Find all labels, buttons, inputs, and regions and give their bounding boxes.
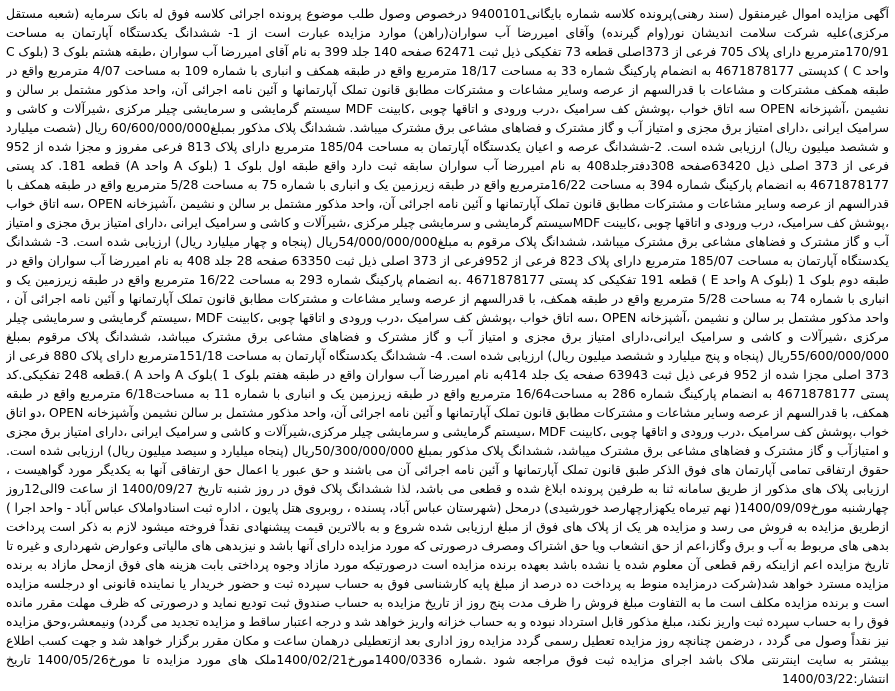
auction-notice — [6, 4, 889, 687]
notice-body-text: آگهی مزایده اموال غیرمنقول (سند رهنی)پرونده کلاسه شماره بایگانی9400101 درخصوص وصول طلب موضوع پرونده اجرائی کلاسه فوق له بانک سرمایه (شعبه مستقل مرکزی)علیه شرکت سلامت اندیشان نور(وام گیرنده) وآقای امیررضا آب سواران(راهن) موارد مزایده عبارت است از 1- ششدانگ یکدستگاه آپارتمان به مساحت 170/91مترمربع دارای پلاک 705 فرعی از 373اصلی قطعه 73 تفکیکی ذیل ثبت 62471 صفحه 140 جلد 399 به نام آقای امیررضا آب سواران ،طبقه هشتم بلوک 3 (بلوک C واحد C ) کدپستی 4671878177 به انضمام پارکینگ شماره 33 به مساحت 18/17 مترمربع واقع در طبقه همکف و انباری با شماره 109 به مساحت 4/07 مترمربع واقع در طبقه همکف مشترکات و مشاعات با قدرالسهم از عرصه وسایر مشاعات و مشترکات مطابق قانون تملک آپارتمانها و آئین نامه اجرائی آن، واحد مذکور مشتمل بر سالن و نشیمن ،آشپزخانه OPEN سه اتاق خواب ،پوشش کف سرامیک ،درب ورودی و اتاقها چوبی ،کابینت MDF سیستم گرمایشی و سرمایشی چیلر مرکزی ،شیرآلات و کاشی و سرامیک ایرانی ،دارای امتیاز برق مجزی و امتیاز آب و گاز مشترک و فضاهای مشاعی برق مشترک میباشد. ششدانگ پلاک مذکور بمبلغ60/600/000/000 ریال (شصت میلیارد و ششصد میلیون ریال) ارزیابی شده است. 2-ششدانگ عرصه و اعیان یکدستگاه آپارتمان به مساحت 185/04 مترمربع دارای پلاک 813 فرعی مفروز و مجزا شده از 952 فرعی از 373 اصلی ذیل 63420صفحه 308دفترجلد408 به نام امیررضا آب سواران سابقه ثبت دارد واقع طبقه اول بلوک 1 (بلوک A واحد A) قطعه 181. کد پستی 4671878177 به انضمام پارکینگ شماره 394 به مساحت 16/22مترمربع واقع در طبقه زیرزمین یک و انباری با شماره 75 به مساحت 5/28 مترمربع واقع در طبقه همکف با قدرالسهم از عرصه وسایر مشاعات و مشترکات مطابق قانون تملک آپارتمانها و آئین نامه اجرائی آن، واحد مذکور مشتمل بر سالن و نشیمن ،آشپزخانه OPEN ،سه اتاق خواب ،پوشش کف سرامیک، درب ورودی و اتاقها چوبی ،کابینت MDFسیستم گرمایشی و سرمایشی چیلر مرکزی ،شیرآلات و کاشی و سرامیک ایرانی ،دارای امتیاز برق مجزی و امتیاز آب و گاز مشترک و فضاهای مشاعی برق مشترک میباشد، ششدانگ پلاک مرقوم به مبلغ54/000/000/000ریال (پنجاه و چهار میلیارد ریال) ارزیابی شده است. 3- ششدانگ یکدستگاه آپارتمان به مساحت 185/07 مترمربع دارای پلاک 823 فرعی از 952فرعی از 373 اصلی ذیل ثبت 63350 صفحه 28 جلد 408 به نام امیررضا آب سواران واقع در طبقه دوم بلوک 1 (بلوک A واحد E ) قطعه 191 تفکیکی کد پستی 4671878177 .به انضمام پارکینگ شماره 293 به مساحت 16/22 مترمربع واقع در طبقه زیرزمین یک و انباری با شماره 74 به مساحت 5/28 مترمربع واقع در طبقه همکف، با قدرالسهم از عرصه وسایر مشاعات و مشترکات مطابق قانون تملک آپارتمانها و آئین نامه اجرائی آن ، واحد مذکور مشتمل بر سالن و نشیمن ،آشپزخانه OPEN ،سه اتاق خواب ،پوشش کف سرامیک ،درب ورودی و اتاقها چوبی ،کابینت MDF ،سیستم گرمایشی و سرمایشی چیلر مرکزی ،شیرآلات و کاشی و سرامیک ایرانی،دارای امتیاز برق مجزی و امتیاز آب و گاز مشترک و فضاهای مشاعی برق مشترک میباشد، ششدانگ پلاک مرقوم بمبلغ 55/600/000/000ریال (پنجاه و پنج میلیارد و ششصد میلیون ریال) ارزیابی شده است. 4- ششدانگ یکدستگاه آپارتمان به مساحت 151/18مترمربع دارای پلاک 880 فرعی از 373 اصلی مجزا شده از 952 فرعی ذیل ثبت 63943 صفحه یک جلد 414به نام امیررضا آب سواران واقع در طبقه هفتم بلوک 1 )بلوک A واحد A ).قطعه 248 تفکیکی.کد پستی 4671878177 به انضمام پارکینگ شماره 286 به مساحت16/64 مترمربع واقع در طبقه زیرزمین یک و انباری با شماره 11 به مساحت6/18 مترمربع واقع در طبقه همکف، با قدرالسهم از عرصه وسایر مشاعات و مشترکات مطابق قانون تملک آپارتمانها و آئین نامه اجرائی آن، واحد مذکور مشتمل بر سالن نشیمن وآشپزخانه OPEN ،دو اتاق خواب ،پوشش کف سرامیک ،درب ورودی و اتاقها چوبی ،کابینت MDF ،سیستم گرمایشی و سرمایشی چیلر مرکزی،شیرآلات و کاشی و سرامیک ایرانی ،دارای امتیاز برق مجزی و امتیازآب و گاز مشترک و فضاهای مشاعی برق مشترک میباشد، ششدانگ پلاک مذکور بمبلغ 50/300/000/000ریال (پنجاه میلیارد و سیصد میلیون ریال) ارزیابی شده است. حقوق ارتفاقی تمامی آپارتمان های فوق الذکر طبق قانون تملک آپارتمانها و آئین نامه اجرائی آن می باشند و حق عبور یا اعمال حق ارتفاقی آنها به یکدیگر مورد گواهیست ، ارزیابی پلاک های مذکور از طریق سامانه ثنا به طرفین پرونده ابلاغ شده و قطعی می باشد، لذا ششدانگ پلاک فوق در روز شنبه تاریخ 1400/09/27 از ساعت 9الی12روز چهارشنبه مورخ1400/09/09( نهم تیرماه یکهزارچهارصد خورشیدی) درمحل (شهرستان عباس آباد، پسنده ، روبروی هتل پایون ، اداره ثبت اسنادواملاک عباس آباد - واحد اجرا ) ازطریق مزایده به فروش می رسد و مزایده هر یک از پلاک های فوق از مبلغ ارزیابی شده شروع و به بالاترین قیمت پیشنهادی نقداً فروخته میشود لازم به ذکر است پرداخت بدهی های مربوط به آب و برق وگاز،اعم از حق انشعاب ویا حق اشتراک ومصرف درصورتی که مورد مزایده دارای آنها باشد و نیزبدهی های مالیاتی وعوارض شهرداری و غیره تا تاریخ مزایده اعم ازاینکه رقم قطعی آن معلوم شده یا نشده باشد بعهده برنده مزایده است درصورتیکه مورد مازاد وجوه پرداختی بابت هزینه های فوق ازمحل مازاد به برنده مزایده مسترد خواهد شد(شرکت درمزایده منوط به پرداخت ده درصد از مبلغ پایه کارشناسی فوق به حساب سپرده ثبت و حضور خریدار یا نماینده قانونی او درجلسه مزایده است و برنده مزایده مکلف است ما به التفاوت مبلغ فروش را ظرف مدت پنج روز از تاریخ مزایده به حساب صندوق ثبت تودیع نماید و درصورتی که ظرف مهلت مقرر مانده فوق را به حساب سپرده ثبت واریز نکند، مبلغ مذکور قابل استرداد نبوده و به حساب خزانه واریز خواهد شد و درجه اعتبار ساقط و مزایده تجدید می گردد) ونیمعشر،وحق مزایده نیز نقداً وصول می گردد ، درضمن چنانچه روز مزایده تعطیل رسمی گردد مزایده روز اداری بعد ازتعطیلی درهمان ساعت و مکان مقرر برگزار خواهد شد و جهت کسب اطلاع بیشتر به سایت اینترنتی ملاک باشد اجرای مزایده ثبت فوق مراجعه شود .شماره 1400/0336مورخ1400/02/21ملک های مورد مزایده تا مورخ1400/05/26 تاریخ انتشار:1400/03/22 — [6, 6, 889, 686]
